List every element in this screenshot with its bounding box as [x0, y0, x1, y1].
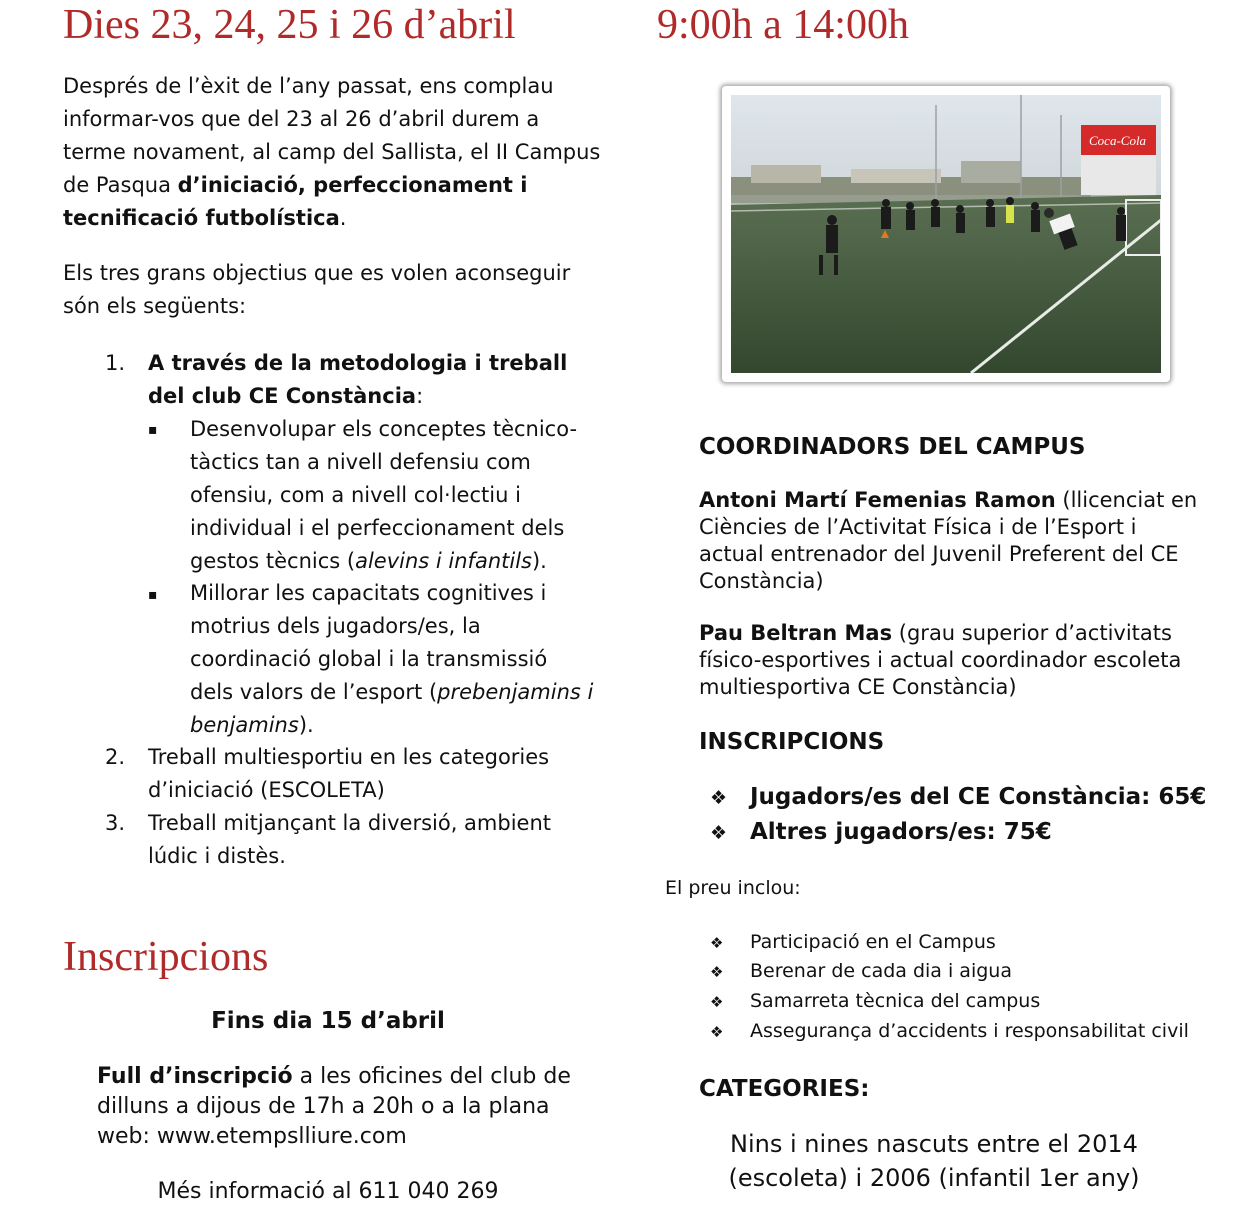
includes-item [710, 927, 996, 958]
deadline-text: Fins dia 15 d’abril [211, 1008, 445, 1034]
objectives-intro: Els tres grans objectius que es volen aconseguir són els següents: [63, 261, 571, 318]
registration-form-label: Full d’inscripció [97, 1064, 293, 1089]
registration-form-info [97, 1062, 597, 1152]
campus-photo [731, 95, 1161, 373]
includes-text: Samarreta tècnica del campus [750, 990, 1041, 1012]
coordinator-desc: (llicenciat en Ciències de l’Activitat Física i de l’Esport i actual entrenador del Juvenil Preferent del CE Constància) [699, 488, 1198, 593]
coordinator-desc: (grau superior d’activitats físico-esportives i actual coordinador escoleta multiesportiva CE Constància) [699, 621, 1182, 699]
coordinator-2 [699, 620, 1199, 701]
coordinator-name: Pau Beltran Mas [699, 621, 893, 645]
objective-text [148, 347, 598, 413]
objective-number: 2. [105, 745, 126, 769]
bullet-italic: alevins i infantils [355, 549, 532, 573]
registration-form-text: a les oficines del club de dilluns a dijous de 17h a 20h o a la plana web: www.etempslliure.com [97, 1064, 571, 1149]
price-text: Jugadors/es del CE Constància: 65€ [750, 784, 1207, 810]
coordinator-name: Antoni Martí Femenias Ramon [699, 488, 1056, 512]
price-item-others [710, 815, 1052, 850]
objective-text: Treball multiesportiu en les categories d’iniciació (ESCOLETA) [148, 745, 550, 802]
diamond-bullet-icon: ❖ [710, 787, 728, 809]
price-text: Altres jugadors/es: 75€ [750, 819, 1052, 845]
objective-number: 3. [105, 811, 126, 835]
objective-number: 1. [105, 351, 126, 375]
banner-text: Coca-Cola [1089, 133, 1147, 148]
objective-bold: A través de la metodologia i treball del club CE Constància [148, 351, 568, 408]
bullet-text: Desenvolupar els conceptes tècnico-tàctics tan a nivell defensiu com ofensiu, com a nivell col·lectiu i individual i el perfeccionament dels gestos tècnics ( [190, 417, 578, 573]
diamond-bullet-icon: ❖ [710, 963, 724, 981]
includes-item [710, 956, 1012, 987]
intro-text-2: . [339, 206, 347, 230]
intro-bold: d’iniciació, perfeccionament i tecnificació futbolística [63, 173, 528, 230]
diamond-bullet-icon: ❖ [710, 993, 724, 1011]
categories-title: CATEGORIES: [699, 1076, 870, 1102]
bullet-end: ). [298, 713, 314, 737]
bullet-italic: prebenjamins i benjamins [190, 680, 594, 737]
diamond-bullet-icon: ❖ [710, 822, 728, 844]
bullet-item-2 [190, 577, 595, 742]
bullet-end: ). [531, 549, 547, 573]
includes-label: El preu inclou: [665, 877, 801, 899]
bullet-icon: ▪ [148, 422, 158, 438]
objective-text: Treball mitjançant la diversió, ambient lúdic i distès. [148, 811, 551, 868]
objective-rest: : [416, 384, 424, 408]
intro-text-1: Després de l’èxit de l’any passat, ens complau informar-vos que del 23 al 26 d’abril durem a terme novament, al camp del Sallista, el II Campus de Pasqua [63, 74, 601, 197]
campus-photo-frame [722, 86, 1170, 382]
coordinators-title: COORDINADORS DEL CAMPUS [699, 434, 1086, 460]
includes-text: Berenar de cada dia i aigua [750, 960, 1012, 982]
includes-text: Participació en el Campus [750, 931, 996, 953]
price-item-members [710, 780, 1206, 815]
coordinator-1 [699, 487, 1199, 595]
inscriptions-right-title: INSCRIPCIONS [699, 729, 885, 755]
includes-text: Assegurança d’accidents i responsabilitat civil [750, 1020, 1189, 1042]
intro-paragraph [63, 70, 603, 235]
bullet-item-1 [190, 413, 595, 578]
more-info-text: Més informació al 611 040 269 [157, 1179, 499, 1204]
dates-title: Dies 23, 24, 25 i 26 d’abril [63, 2, 516, 48]
bullet-icon: ▪ [148, 587, 158, 603]
inscriptions-title: Inscripcions [63, 934, 269, 980]
categories-text: Nins i nines nascuts entre el 2014 (escoleta) i 2006 (infantil 1er any) [728, 1130, 1140, 1192]
diamond-bullet-icon: ❖ [710, 1023, 724, 1041]
includes-item [710, 1016, 1189, 1047]
bullet-text: Millorar les capacitats cognitives i motrius dels jugadors/es, la coordinació global i la transmissió dels valors de l’esport ( [190, 581, 548, 704]
hours-title: 9:00h a 14:00h [657, 2, 909, 48]
diamond-bullet-icon: ❖ [710, 934, 724, 952]
includes-item [710, 986, 1040, 1017]
